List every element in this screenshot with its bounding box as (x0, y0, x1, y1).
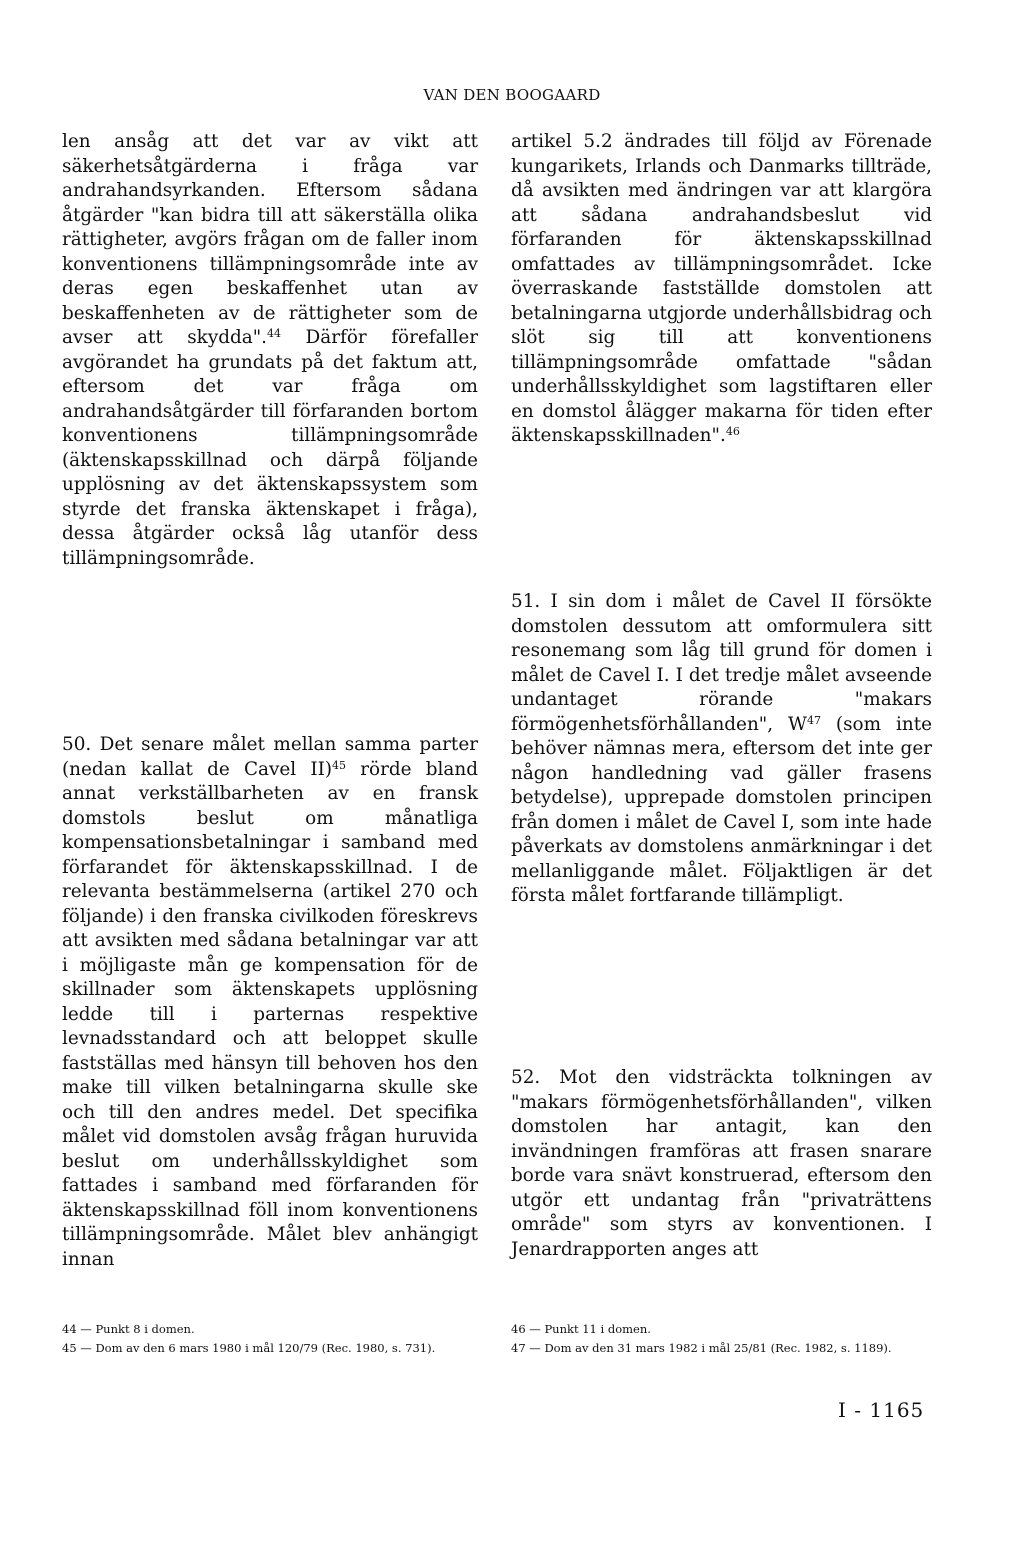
paragraph-text-continued: (som inte behöver nämnas mera, eftersom det inte ger någon handledning vad gäller frasens betydelse), upprepade domstolen principen från domen i målet de Cavel I, som inte hade påverkats av domstolens anmärkningar i det mellanliggande målet. Följaktligen är det första målet fortfarande tillämpligt. (511, 713, 932, 906)
footnote-47: 47 — Dom av den 31 mars 1982 i mål 25/81 (Rec. 1982, s. 1189). (511, 1341, 892, 1355)
paragraph-text: 52. Mot den vidsträckta tolkningen av "makars förmögenhetsförhållanden", vilken domstolen har antagit, kan den invändningen framföras att frasen snarare borde vara snävt konstruerad, eftersom den utgör ett undantag från "privaträttens område" som styrs av konventionen. I Jenardrapporten anges att (511, 1067, 932, 1260)
paragraph-text: 51. I sin dom i målet de Cavel II försökte domstolen dessutom att omformulera sitt resonemang som låg till grund för domen i målet de Cavel I. I det tredje målet avseende undantaget rörande "makars förmögenhetsförhållanden", W (511, 591, 932, 735)
footnote-ref-44: 44 (267, 327, 282, 340)
right-column-top-paragraph (511, 130, 932, 449)
left-column-top-paragraph (62, 130, 478, 571)
paragraph-text: len ansåg att det var av vikt att säkerhetsåtgärderna i fråga var andrahandsyrkanden. Eftersom sådana åtgärder "kan bidra till att säkerställa olika rättigheter, avgörs frågan om de faller inom konventionens tillämpningsområde inte av deras egen beskaffenhet utan av beskaffenheten av de rättigheter som de avser att skydda". (62, 131, 478, 348)
footnote-46: 46 — Punkt 11 i domen. (511, 1322, 651, 1336)
running-header: VAN DEN BOOGAARD (423, 86, 601, 104)
footnote-ref-45: 45 (332, 758, 347, 772)
footnote-45: 45 — Dom av den 6 mars 1980 i mål 120/79 (Rec. 1980, s. 731). (62, 1341, 436, 1355)
page-number: I - 1165 (838, 1398, 925, 1422)
paragraph-text: 50. Det senare målet mellan samma parter (nedan kallat de Cavel II) (62, 734, 478, 780)
footnote-ref-46: 46 (725, 425, 740, 438)
paragraph-50 (62, 733, 478, 1272)
paragraph-52 (511, 1066, 932, 1262)
paragraph-text: artikel 5.2 ändrades till följd av Förenade kungarikets, Irlands och Danmarks tillträde, då avsikten med ändringen var att klargöra att sådana andrahandsbeslut vid förfaranden för äktenskapsskillnad omfattades av tillämpningsområdet. Icke överraskande fastställde domstolen att betalningarna utgjorde underhållsbidrag och slöt sig till att konventionens tillämpningsområde omfattade "sådan underhållsskyldighet som lagstiftaren eller en domstol ålägger makarna för tiden efter äktenskapsskillnaden". (511, 131, 932, 446)
paragraph-text-continued: rörde bland annat verkställbarheten av en fransk domstols beslut om månatliga kompensationsbetalningar i samband med förfarandet för äktenskapsskillnad. I de relevanta bestämmelserna (artikel 270 och följande) i den franska civilkoden föreskrevs att avsikten med sådana betalningar var att i möjligaste mån ge kompensation för de skillnader som äktenskapets upplösning ledde till i parternas respektive levnadsstandard och att beloppet skulle fastställas med hänsyn till behoven hos den make till vilken betalningarna skulle ske och till den andres medel. Det specifika målet vid domstolen avsåg frågan huruvida beslut om underhållsskyldighet som fattades i samband med förfaranden för äktenskapsskillnad föll inom konventionens tillämpningsområde. Målet blev anhängigt innan (62, 758, 478, 1270)
footnote-ref-47: 47 (806, 713, 821, 727)
footnote-44: 44 — Punkt 8 i domen. (62, 1322, 195, 1336)
paragraph-text-continued: Därför förefaller avgörandet ha grundats på det faktum att, eftersom det var fråga om andrahandsåtgärder till förfaranden bortom konventionens tillämpningsområde (äktenskapsskillnad och därpå följande upplösning av det äktenskapssystem som styrde det franska äktenskapet i fråga), dessa åtgärder också låg utanför dess tillämpningsområde. (62, 327, 478, 569)
paragraph-51 (511, 590, 932, 909)
